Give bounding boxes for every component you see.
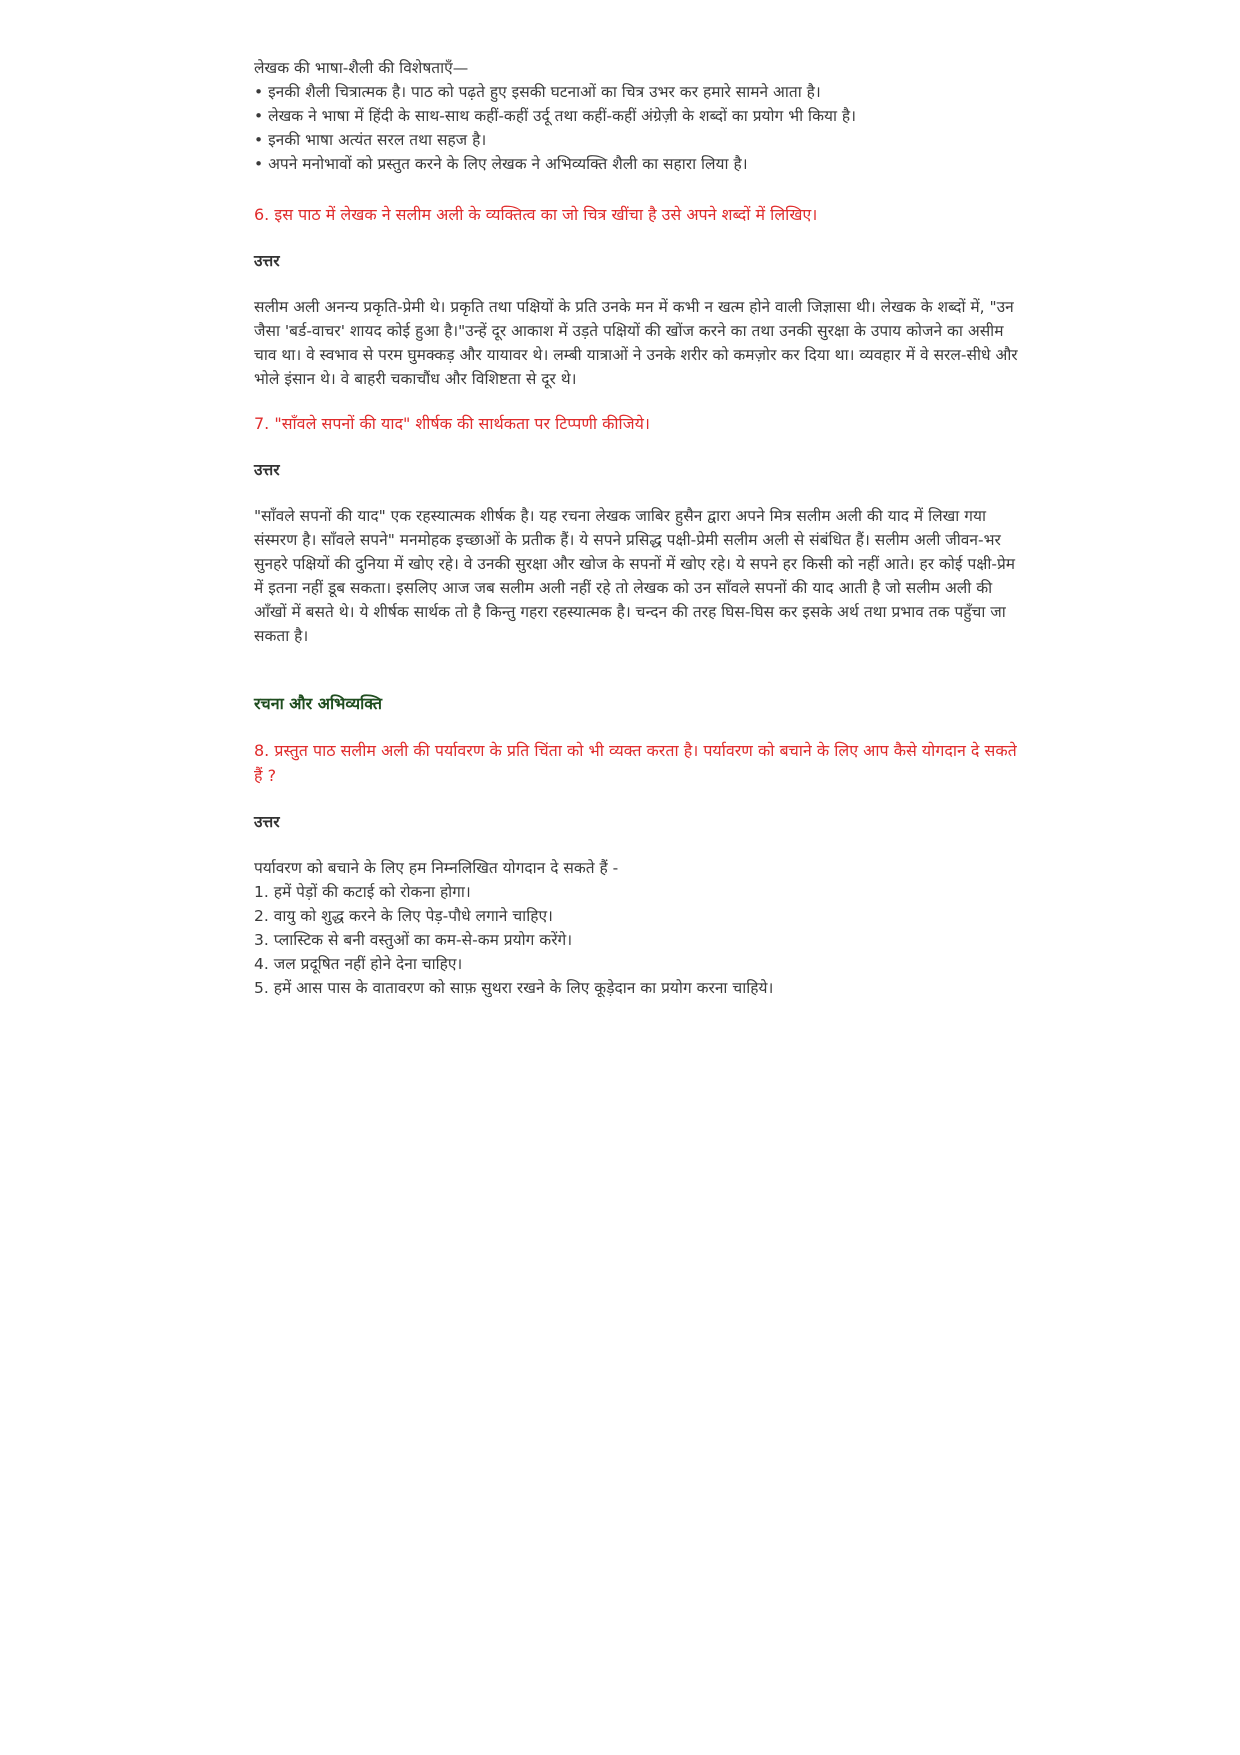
answer-label-6: उत्तर: [254, 252, 280, 270]
question-6: 6. इस पाठ में लेखक ने सलीम अली के व्यक्तित्व का जो चित्र खींचा है उसे अपने शब्दों में लिखिए।: [254, 205, 818, 224]
answer-8-points: [254, 856, 1020, 1000]
language-style-heading: लेखक की भाषा-शैली की विशेषताएँ—: [254, 59, 469, 77]
point-item: 1. हमें पेड़ों की कटाई को रोकना होगा।: [254, 883, 471, 901]
point-item: 5. हमें आस पास के वातावरण को साफ़ सुथरा रखने के लिए कूड़ेदान का प्रयोग करना चाहिये।: [254, 979, 774, 997]
question-7: 7. "साँवले सपनों की याद" शीर्षक की सार्थकता पर टिप्पणी कीजिये।: [254, 414, 650, 433]
answer-7: "साँवले सपनों की याद" एक रहस्यात्मक शीर्षक है। यह रचना लेखक जाबिर हुसैन द्वारा अपने मित्र सलीम अली की याद में लिखा गया संस्मरण है। साँवले सपने" मनमोहक इच्छाओं के प्रतीक हैं। ये सपने प्रसिद्ध पक्षी-प्रेमी सलीम अली से संबंधित हैं। सलीम अली जीवन-भर सुनहरे पक्षियों की दुनिया में खोए रहे। वे उनकी सुरक्षा और खोज के सपनों में खोए रहे। ये सपने हर किसी को नहीं आते। हर कोई पक्षी-प्रेम में इतना नहीं डूब सकता। इसलिए आज जब सलीम अली नहीं रहे तो लेखक को उन साँवले सपनों की याद आती है जो सलीम अली की आँखों में बसते थे। ये शीर्षक सार्थक तो है किन्तु गहरा रहस्यात्मक है। चन्दन की तरह घिस-घिस कर इसके अर्थ तथा प्रभाव तक पहुँचा जा सकता है।: [254, 507, 1016, 645]
question-8: 8. प्रस्तुत पाठ सलीम अली की पर्यावरण के प्रति चिंता को भी व्यक्त करता है। पर्यावरण को बचाने के लिए आप कैसे योगदान दे सकते हैं ?: [254, 741, 1017, 785]
document-page: [254, 56, 1020, 1000]
feature-item: • इनकी भाषा अत्यंत सरल तथा सहज है।: [254, 131, 487, 149]
section-heading: रचना और अभिव्यक्ति: [254, 694, 382, 713]
answer-label-7: उत्तर: [254, 461, 280, 479]
language-style-features: [254, 80, 1020, 176]
answer-6: सलीम अली अनन्य प्रकृति-प्रेमी थे। प्रकृति तथा पक्षियों के प्रति उनके मन में कभी न खत्म होने वाली जिज्ञासा थी। लेखक के शब्दों में, "उन जैसा 'बर्ड-वाचर' शायद कोई हुआ है।"उन्हें दूर आकाश में उड़ते पक्षियों की खोंज करने का तथा उनकी सुरक्षा के उपाय कोजने का असीम चाव था। वे स्वभाव से परम घुमक्कड़ और यायावर थे। लम्बी यात्राओं ने उनके शरीर को कमज़ोर कर दिया था। व्यवहार में वे सरल-सीधे और भोले इंसान थे। वे बाहरी चकाचौंध और विशिष्टता से दूर थे।: [254, 298, 1018, 388]
feature-item: • इनकी शैली चित्रात्मक है। पाठ को पढ़ते हुए इसकी घटनाओं का चित्र उभर कर हमारे सामने आता है।: [254, 83, 821, 101]
point-item: 3. प्लास्टिक से बनी वस्तुओं का कम-से-कम प्रयोग करेंगे।: [254, 931, 573, 949]
point-item: 2. वायु को शुद्ध करने के लिए पेड़-पौधे लगाने चाहिए।: [254, 907, 553, 925]
point-item: पर्यावरण को बचाने के लिए हम निम्नलिखित योगदान दे सकते हैं -: [254, 859, 619, 877]
feature-item: • लेखक ने भाषा में हिंदी के साथ-साथ कहीं-कहीं उर्दू तथा कहीं-कहीं अंग्रेज़ी के शब्दों का प्रयोग भी किया है।: [254, 107, 857, 125]
feature-item: • अपने मनोभावों को प्रस्तुत करने के लिए लेखक ने अभिव्यक्ति शैली का सहारा लिया है।: [254, 155, 748, 173]
answer-label-8: उत्तर: [254, 813, 280, 831]
point-item: 4. जल प्रदूषित नहीं होने देना चाहिए।: [254, 955, 463, 973]
